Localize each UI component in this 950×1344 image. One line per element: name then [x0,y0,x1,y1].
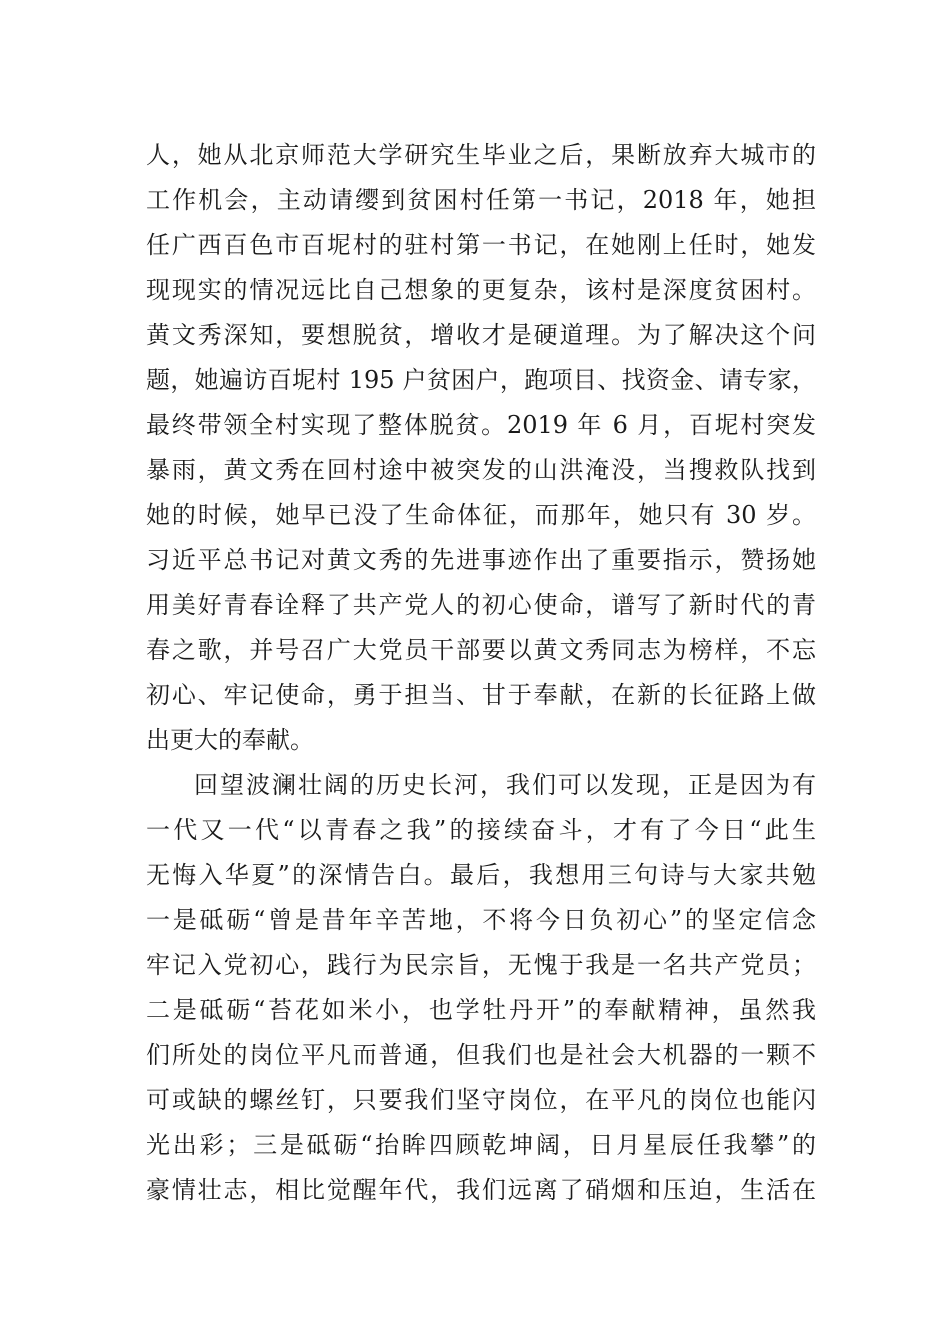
text-line: 工作机会，主动请缨到贫困村任第一书记，2018 年，她担 [146,186,816,214]
text-line: 用美好青春诠释了共产党人的初心使命，谱写了新时代的青 [146,591,816,619]
text-line: 题，她遍访百坭村 195 户贫困户，跑项目、找资金、请专家， [146,366,816,394]
body-text [146,133,816,1213]
text-line: 初心、牢记使命，勇于担当、甘于奉献，在新的长征路上做 [146,681,816,709]
text-line: 们所处的岗位平凡而普通，但我们也是社会大机器的一颗不 [146,1041,816,1069]
text-line: 春之歌，并号召广大党员干部要以黄文秀同志为榜样，不忘 [146,636,816,664]
text-line: 她的时候，她早已没了生命体征，而那年，她只有 30 岁。 [146,501,816,529]
paragraph-first-line: 回望波澜壮阔的历史长河，我们可以发现，正是因为有 [194,771,816,799]
text-line: 黄文秀深知，要想脱贫，增收才是硬道理。为了解决这个问 [146,321,816,349]
text-line: 豪情壮志，相比觉醒年代，我们远离了硝烟和压迫，生活在 [146,1176,816,1204]
text-line: 牢记入党初心，践行为民宗旨，无愧于我是一名共产党员； [146,951,816,979]
text-line: 习近平总书记对黄文秀的先进事迹作出了重要指示，赞扬她 [146,546,816,574]
text-line: 人，她从北京师范大学研究生毕业之后，果断放弃大城市的 [146,141,816,169]
text-line: 任广西百色市百坭村的驻村第一书记，在她刚上任时，她发 [146,231,816,259]
text-line: 光出彩；三是砥砺“抬眸四顾乾坤阔，日月星辰任我攀”的 [146,1131,816,1159]
text-line: 无悔入华夏”的深情告白。最后，我想用三句诗与大家共勉 [146,861,816,889]
text-line: 一代又一代“以青春之我”的接续奋斗，才有了今日“此生 [146,816,816,844]
text-line: 二是砥砺“苔花如米小，也学牡丹开”的奉献精神，虽然我 [146,996,816,1024]
text-line: 一是砥砺“曾是昔年辛苦地，不将今日负初心”的坚定信念 [146,906,816,934]
text-line: 暴雨，黄文秀在回村途中被突发的山洪淹没，当搜救队找到 [146,456,816,484]
text-line: 现现实的情况远比自己想象的更复杂，该村是深度贫困村。 [146,276,816,304]
paragraph-end-line: 出更大的奉献。 [146,726,314,754]
text-line: 可或缺的螺丝钉，只要我们坚守岗位，在平凡的岗位也能闪 [146,1086,816,1114]
text-line: 最终带领全村实现了整体脱贫。2019 年 6 月，百坭村突发 [146,411,816,439]
